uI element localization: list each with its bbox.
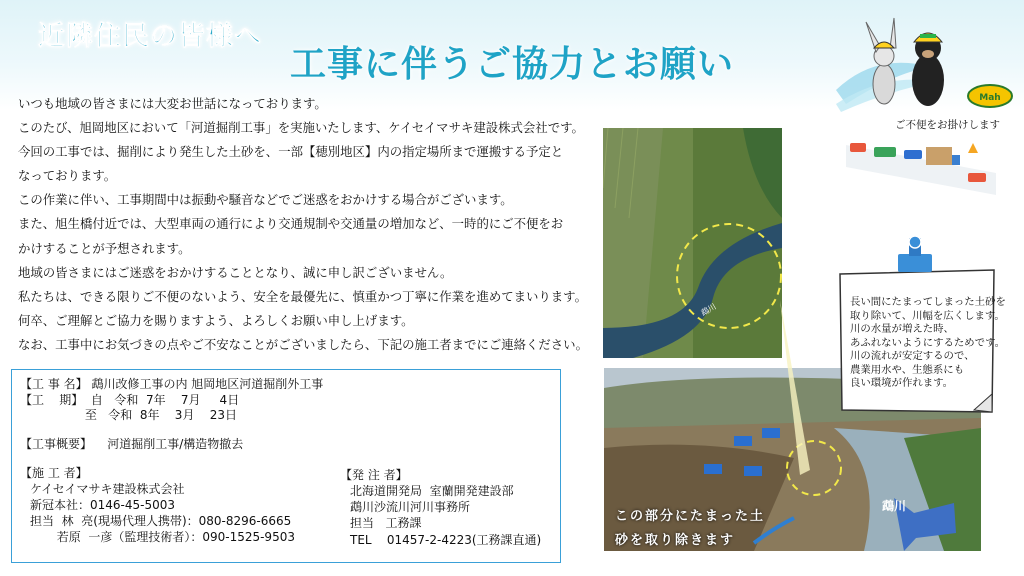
contractor-line: 若原 一彦（監理技術者）：090-1525-9503: [30, 530, 295, 544]
body-paragraph: このたび、旭岡地区において「河道掘削工事」を実施いたします、ケイセイマサキ建設株式会社です。: [18, 120, 584, 136]
body-paragraph: なっております。: [18, 168, 117, 184]
body-paragraph: この作業に伴い、工事期間中は振動や騒音などでご迷惑をおかけする場合がございます。: [18, 192, 513, 208]
explanation-line: 農業用水や、生態系にも: [850, 363, 965, 376]
site-photo-caption: [615, 505, 815, 553]
explanation-line: 長い間にたまってしまった土砂を: [850, 296, 1006, 308]
explanation-line: あふれないようにするためです。: [850, 336, 1006, 349]
body-paragraph: いつも地域の皆さまには大変お世話になっております。: [18, 96, 327, 111]
caption-line: 砂を取り除きます: [615, 533, 736, 548]
project-name: 【工 事 名】 鵡川改修工事の内 旭岡地区河道掘削外工事: [20, 377, 324, 391]
explanation-line: 良い環境が作れます。: [850, 377, 954, 389]
body-paragraph: また、旭生橋付近では、大型車両の通行により交通規制や交通量の増加など、一時的にご不便をお: [18, 216, 564, 232]
inconvenience-note: ご不便をお掛けします: [895, 119, 1000, 131]
river-name-tag: 鵡川: [882, 499, 907, 513]
body-paragraph: 何卒、ご理解とご協力を賜りますよう、よろしくお願い申し上げます。: [18, 312, 414, 328]
body-paragraph: 地域の皆さまにはご迷惑をおかけすることとなり、誠に申し訳ございません。: [18, 264, 453, 280]
project-period-start: 【工 期】 自 令和 7年 7月 4日: [20, 393, 240, 407]
callout-beam: [780, 300, 810, 490]
logo-text: Mah: [979, 93, 1001, 103]
orderer-line: 鵡川沙流川河川事務所: [350, 500, 471, 514]
clip-icon: [892, 232, 938, 276]
orderer-line: TEL 01457-2-4223(工務課直通): [350, 533, 542, 547]
contractor-line: 担当 林 亮(現場代理人携帯)：080-8296-6665: [30, 514, 292, 528]
page-title: 工事に伴うご協力とお願い: [290, 44, 735, 85]
orderer-line: 担当 工務課: [350, 516, 422, 530]
caption-line: この部分にたまった土: [615, 509, 766, 524]
body-paragraph: 私たちは、できる限りご不便のないよう、安全を最優先に、慎重かつ丁寧に作業を進めてまいります。: [18, 288, 587, 304]
body-paragraph: かけすることが予想されます。: [18, 240, 191, 256]
contractor-heading: 【施 工 者】: [20, 466, 88, 480]
body-paragraph: 今回の工事では、掘削により発生した土砂を、一部【穂別地区】内の指定場所まで運搬する予定と: [18, 144, 564, 160]
explanation-line: 取り除いて、川幅を広くします。: [850, 309, 1005, 322]
project-period-end: 至 令和 8年 3月 23日: [20, 408, 237, 422]
contractor-line: 新冠本社：0146-45-5003: [30, 498, 176, 512]
company-logo: [966, 83, 1014, 109]
project-overview: 【工事概要】 河道掘削工事/構造物撤去: [20, 437, 244, 451]
traffic-illustration: [846, 133, 996, 195]
explanation-line: 川の水量が増えた時、: [850, 323, 954, 335]
project-info-box: [11, 369, 561, 563]
orderer-line: 北海道開発局 室蘭開発建設部: [350, 484, 514, 498]
orderer-heading: 【発 注 者】: [340, 468, 408, 482]
explanation-line: 川の流れが安定するので、: [850, 350, 975, 362]
notice-body: [18, 92, 588, 357]
contractor-line: ケイセイマサキ建設株式会社: [30, 482, 185, 496]
body-paragraph: なお、工事中にお気づきの点やご不安なことがございましたら、下記の施工者までにご連絡ください。: [18, 336, 588, 352]
aerial-river-label: 鵡川: [699, 301, 718, 318]
explanation-text: [850, 296, 1006, 391]
heading-to-residents: 近隣住民の皆様へ: [38, 21, 262, 52]
aerial-photo-river: [603, 128, 782, 358]
